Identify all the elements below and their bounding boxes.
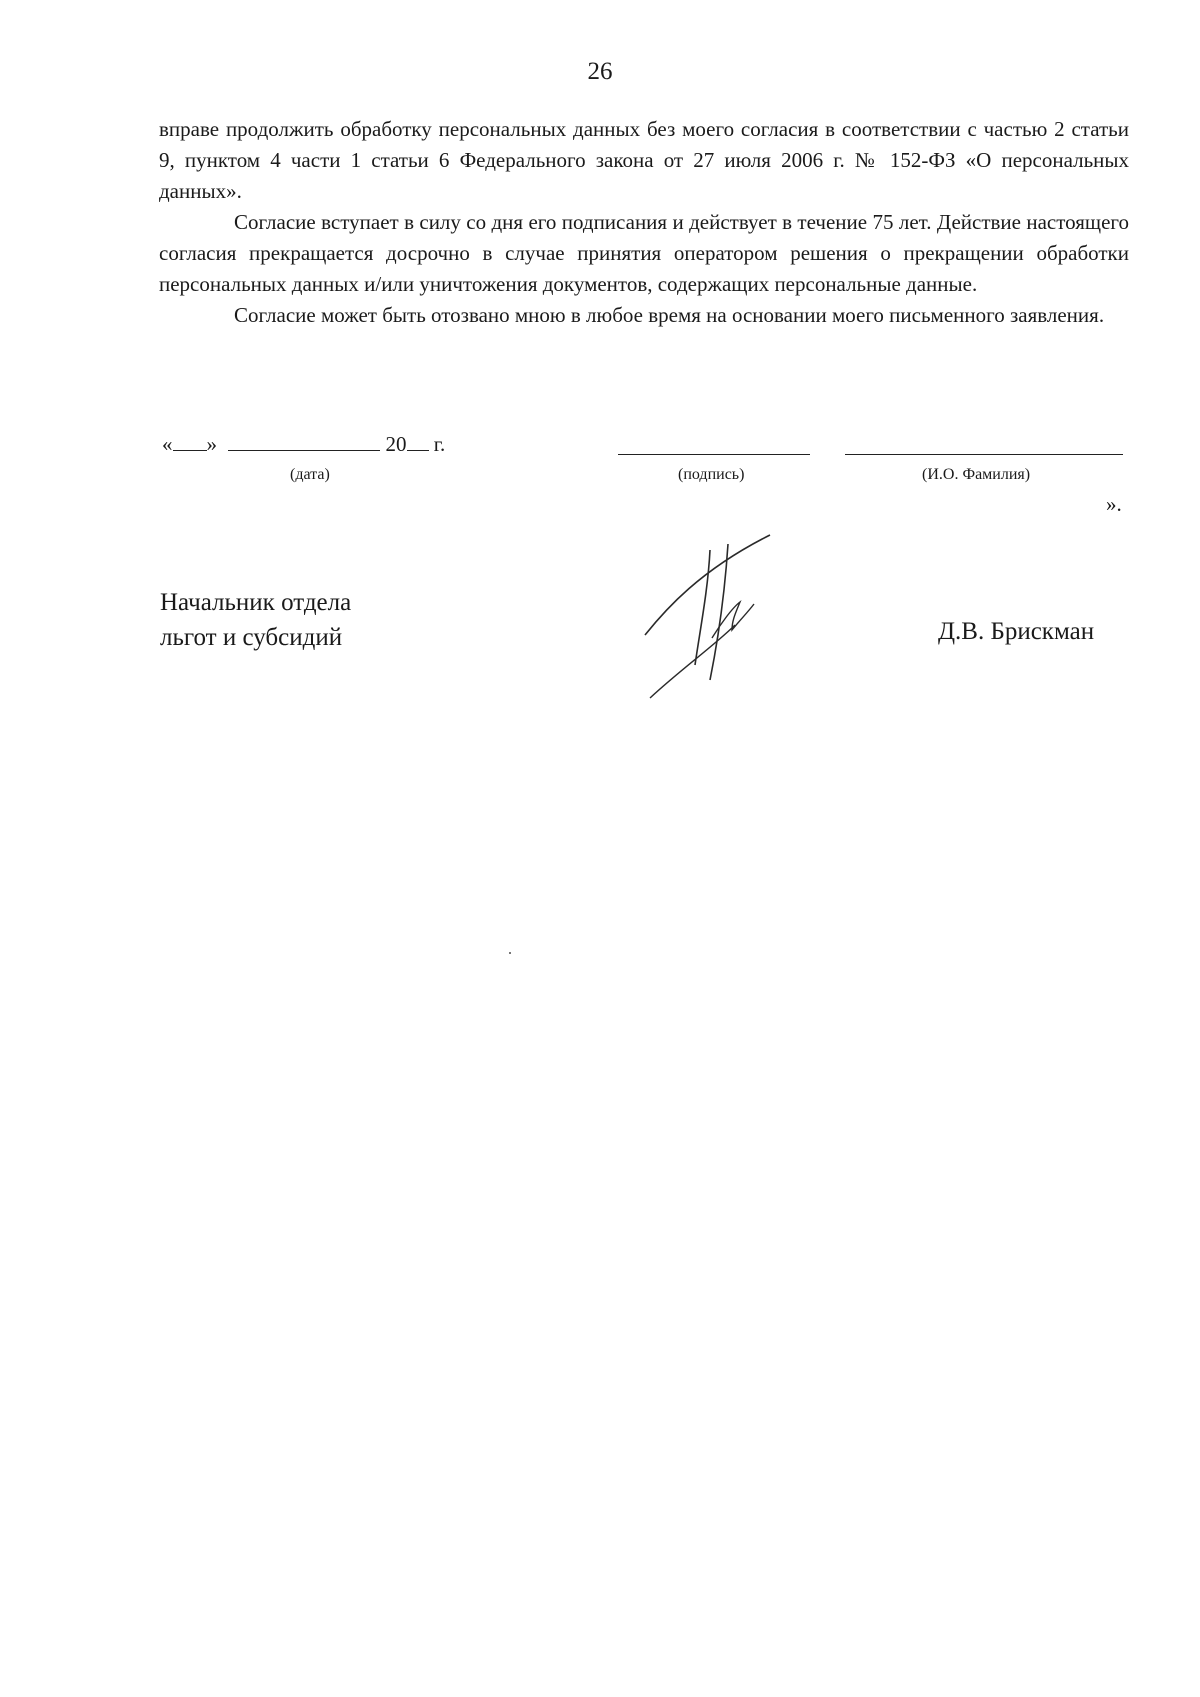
body-text [159,114,1129,331]
paragraph-validity: Согласие вступает в силу со дня его подписания и действует в течение 75 лет. Действие настоящего согласия прекращается досрочно в случае принятия оператором решения о прекращении обработки персональных данных и/или уничтожения документов, содержащих персональные данные. [159,210,1129,296]
position-line-2: льгот и субсидий [160,624,343,651]
scan-speck [509,952,511,954]
paragraph-revocation: Согласие может быть отозвано мною в любое время на основании моего письменного заявления. [234,303,1105,327]
date-caption: (дата) [290,466,330,483]
handwritten-signature [640,530,780,700]
signature-caption: (подпись) [678,466,745,483]
quote-open: « [162,432,173,456]
paragraph-continuation: вправе продолжить обработку персональных данных без моего согласия в соответствии с частью 2 статьи 9, пунктом 4 части 1 статьи 6 Федерального закона от 27 июля 2006 г. № 152-ФЗ «О персональных данных». [159,117,1129,203]
position-line-1: Начальник отдела [160,589,352,616]
quote-close: » [206,432,217,456]
signatory-position [160,585,351,655]
closing-quote: ». [1106,492,1122,516]
year-prefix: 20 [385,432,407,456]
signature-fill-row [0,432,1200,492]
signatory-name: Д.В. Брискман [938,618,1095,645]
name-caption: (И.О. Фамилия) [922,466,1031,483]
page-number: 26 [587,58,613,85]
year-suffix: г. [433,432,446,456]
name-line [845,454,1123,455]
date-field [162,432,445,457]
signature-line [618,454,810,455]
